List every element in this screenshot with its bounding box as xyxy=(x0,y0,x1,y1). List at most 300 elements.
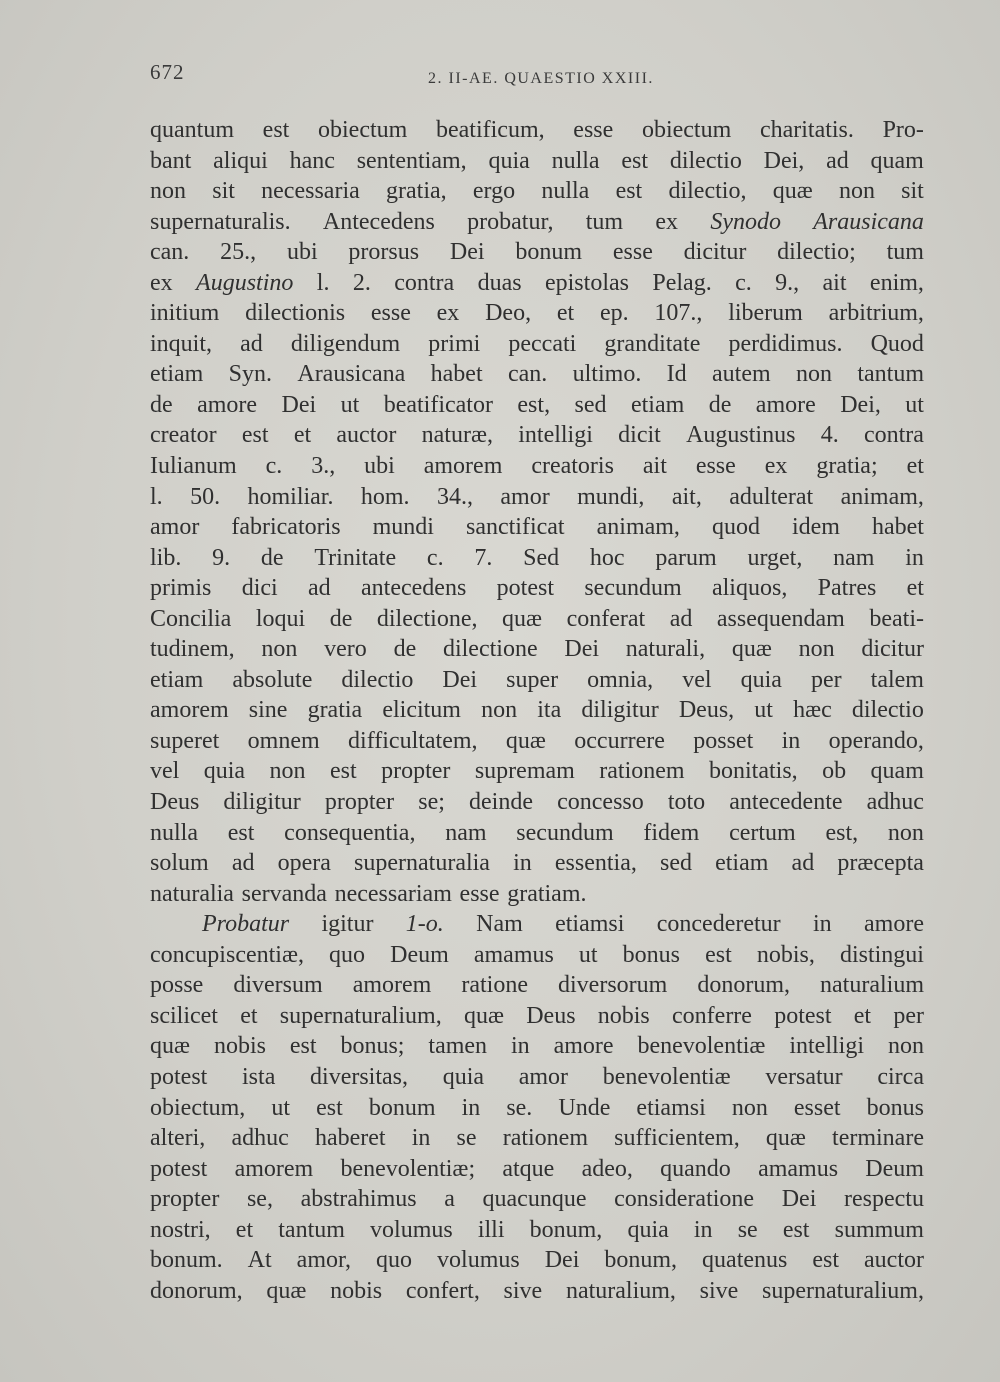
word: obiectum xyxy=(641,117,732,143)
word: vero xyxy=(324,636,367,663)
word: Arausicana xyxy=(297,361,406,388)
word: omnem xyxy=(247,727,320,754)
word: donorum, xyxy=(697,972,791,999)
word: tantum xyxy=(278,1216,345,1243)
word: esset xyxy=(793,1094,841,1121)
word: quia xyxy=(442,1063,485,1090)
word: adhuc xyxy=(231,1125,289,1152)
word: At xyxy=(247,1247,272,1274)
word: amore xyxy=(755,391,816,418)
word: amore xyxy=(553,1033,614,1060)
word: est xyxy=(621,147,649,174)
word: amamus xyxy=(473,941,554,968)
word: et xyxy=(240,1002,258,1029)
word: 3., xyxy=(311,453,336,480)
word: amore xyxy=(864,911,924,938)
word: 2. xyxy=(352,269,371,296)
word: nulla xyxy=(541,178,590,205)
word: 9., xyxy=(775,269,800,296)
word: gratia; xyxy=(816,453,878,480)
word: ut xyxy=(905,391,924,418)
word: et xyxy=(235,1216,254,1243)
word: Dei xyxy=(281,391,317,418)
word: peccati xyxy=(508,330,577,357)
word: ex xyxy=(764,453,788,480)
word: naturalium xyxy=(820,972,924,999)
word: de xyxy=(329,605,353,632)
word: hæc xyxy=(793,697,832,724)
text-line xyxy=(150,604,924,635)
word: diligitur xyxy=(581,697,659,724)
text-line xyxy=(150,146,924,177)
word: in xyxy=(905,544,924,571)
word: non xyxy=(150,178,186,205)
word: dilectione xyxy=(442,636,538,663)
word: Iulianum xyxy=(150,453,237,480)
word: 7. xyxy=(474,544,493,571)
word: nobis xyxy=(597,1002,650,1029)
word: ad xyxy=(669,605,693,632)
word: præcepta xyxy=(837,850,924,877)
word: quæ xyxy=(150,1033,191,1060)
word: hoc xyxy=(589,544,625,571)
word: alteri, xyxy=(150,1125,206,1152)
word: non xyxy=(838,178,875,205)
word: Trinitate xyxy=(314,544,397,571)
word: amore xyxy=(197,391,258,418)
word: est xyxy=(812,1247,840,1274)
word: ep. xyxy=(599,300,629,327)
word: amor xyxy=(518,1063,569,1090)
word: superet xyxy=(150,727,220,754)
word: ad xyxy=(308,575,331,602)
word: Concilia xyxy=(150,605,232,632)
word: et xyxy=(853,1002,872,1029)
running-head: 2. II-AE. QUAESTIO XXIII. xyxy=(428,70,654,87)
word: Deum xyxy=(865,1155,924,1182)
word: 50. xyxy=(190,483,221,510)
text-line xyxy=(150,695,924,726)
text-line xyxy=(150,909,924,940)
text-line xyxy=(150,1154,924,1185)
word: Deus xyxy=(526,1002,576,1029)
word: illi xyxy=(477,1216,505,1243)
text-line xyxy=(150,543,924,574)
word: gratia, xyxy=(386,178,447,205)
word: Unde xyxy=(558,1094,611,1121)
word: bonum, xyxy=(529,1216,603,1243)
word: sanctificat xyxy=(465,514,565,541)
word: quæ xyxy=(505,727,546,754)
text-line xyxy=(150,420,924,451)
word: est xyxy=(262,117,290,143)
word: Deum xyxy=(390,941,449,968)
text-line xyxy=(150,268,924,299)
word: nobis xyxy=(213,1033,266,1060)
word: fabricatoris xyxy=(231,514,341,541)
word: ex xyxy=(436,300,460,327)
word: diligitur xyxy=(223,789,301,816)
word: ut xyxy=(754,697,773,724)
text-line xyxy=(150,207,924,238)
word: Dei xyxy=(781,1186,817,1213)
word: bonum, xyxy=(604,1247,678,1274)
text-line xyxy=(150,176,924,207)
word: non xyxy=(481,697,518,724)
word: et xyxy=(556,300,575,327)
word: amorem xyxy=(423,453,503,480)
word: c. xyxy=(426,544,444,571)
word: amorem xyxy=(150,697,229,724)
word: quam xyxy=(870,758,924,785)
word: quia xyxy=(203,758,246,785)
word: supernaturalia xyxy=(354,850,490,877)
word: 34., xyxy=(436,483,473,510)
word: ultimo. xyxy=(572,361,642,388)
word: beatificator xyxy=(383,391,493,418)
text-line xyxy=(150,848,924,879)
word: circa xyxy=(877,1063,924,1090)
word: perdidimus. xyxy=(728,330,843,357)
word: bant xyxy=(150,147,192,174)
word: probatur, xyxy=(467,208,554,235)
word: consideratione xyxy=(614,1186,755,1213)
word: se xyxy=(737,1216,758,1243)
word: ait, xyxy=(671,483,702,510)
word: adulterat xyxy=(729,483,814,510)
word: ut xyxy=(271,1094,291,1121)
word: certum xyxy=(729,819,796,846)
word: in xyxy=(693,1216,713,1243)
word: fidem xyxy=(643,819,700,846)
word: abstrahimus xyxy=(300,1186,417,1213)
word: Deus, xyxy=(678,697,735,724)
word: beati- xyxy=(869,605,924,632)
word: arbitrium, xyxy=(828,300,924,327)
word: dilectio, xyxy=(668,178,747,205)
word: scilicet xyxy=(150,1002,218,1029)
word: bonum xyxy=(515,239,583,266)
word: et xyxy=(293,422,312,449)
word: Deo, xyxy=(485,300,532,327)
word: ex xyxy=(150,269,173,296)
word: est xyxy=(329,758,357,785)
word: elicitum xyxy=(382,697,461,724)
word: etiam xyxy=(630,391,685,418)
word: auctor xyxy=(336,422,397,449)
word: dicitur xyxy=(683,239,747,266)
word: per xyxy=(810,666,842,693)
word: bonum xyxy=(368,1094,436,1121)
word: l. xyxy=(150,483,163,510)
word: ob xyxy=(822,758,847,785)
word: ad xyxy=(826,147,849,174)
word: propter xyxy=(324,789,395,816)
word: est xyxy=(705,941,732,968)
word: benevolentiæ xyxy=(637,1033,766,1060)
text-line xyxy=(150,634,924,665)
word: Dei xyxy=(564,636,600,663)
word: 4. xyxy=(820,422,839,449)
text-line xyxy=(150,1093,924,1124)
word: ergo xyxy=(472,178,516,205)
word: sit xyxy=(212,178,235,205)
word: gratia xyxy=(307,697,363,724)
word: Dei, xyxy=(763,147,805,174)
word: supernaturalis. xyxy=(150,208,291,235)
word: servanda xyxy=(241,880,327,907)
word: tum xyxy=(886,239,924,266)
word: Quod xyxy=(870,330,924,357)
word: aliqui xyxy=(213,147,268,174)
word: in xyxy=(461,1094,481,1121)
word: benevolentiæ; xyxy=(340,1155,476,1182)
text-line xyxy=(150,451,924,482)
word: est xyxy=(227,819,255,846)
word: naturæ, xyxy=(421,422,493,449)
word: sed xyxy=(574,391,607,418)
word: auctor xyxy=(864,1247,924,1274)
word: benevolentiæ xyxy=(602,1063,731,1090)
word: sed xyxy=(659,850,692,877)
word: homiliar. xyxy=(247,483,334,510)
word: in xyxy=(411,1125,431,1152)
word: talem xyxy=(870,666,924,693)
word: bonum. xyxy=(150,1247,223,1274)
word: in xyxy=(510,1033,530,1060)
word: bonus; xyxy=(340,1033,405,1060)
word: ad xyxy=(240,330,263,357)
word: quo xyxy=(329,941,366,968)
word: quacunque xyxy=(482,1186,587,1213)
word: tantum xyxy=(857,361,924,388)
word: tudinem, xyxy=(150,636,235,663)
word: nobis, xyxy=(756,941,815,968)
word: bonus xyxy=(866,1094,924,1121)
text-line xyxy=(150,818,924,849)
word: potest xyxy=(150,1063,208,1090)
word: Dei, xyxy=(840,391,881,418)
word: non xyxy=(795,361,832,388)
word: sive xyxy=(699,1277,739,1304)
word: Augustino xyxy=(196,269,294,296)
word: etiamsi xyxy=(636,1094,706,1121)
word: secundum xyxy=(516,819,614,846)
word: quando xyxy=(660,1155,731,1182)
word: per xyxy=(893,1002,924,1029)
text-line xyxy=(150,573,924,604)
word: Patres xyxy=(817,575,877,602)
word: creatoris xyxy=(531,453,614,480)
word: summum xyxy=(834,1216,924,1243)
word: non xyxy=(261,636,298,663)
word: contra xyxy=(863,422,924,449)
word: nulla xyxy=(551,147,600,174)
word: 107., xyxy=(654,300,703,327)
word: volumus xyxy=(370,1216,453,1243)
word: etiam xyxy=(715,850,769,877)
text-line xyxy=(150,237,924,268)
word: quæ xyxy=(502,605,543,632)
text-line xyxy=(150,1245,924,1276)
word: concederetur xyxy=(656,911,781,938)
word: est xyxy=(241,422,269,449)
word: ista xyxy=(242,1063,276,1090)
word: naturali, xyxy=(625,636,706,663)
word: propter xyxy=(150,1186,220,1213)
word: concupiscentiæ, xyxy=(150,941,304,968)
word: charitatis. xyxy=(759,117,854,143)
word: initium xyxy=(150,300,220,327)
word: amor xyxy=(500,483,550,510)
word: quantum xyxy=(150,117,234,143)
word: confert, xyxy=(405,1277,480,1304)
word: super xyxy=(506,666,559,693)
word: hanc xyxy=(289,147,335,174)
word: can. xyxy=(507,361,548,388)
word: quæ xyxy=(772,178,813,205)
word: naturalia xyxy=(150,880,234,907)
word: in xyxy=(781,727,801,754)
word: conferat xyxy=(566,605,646,632)
word: posse xyxy=(150,972,204,999)
word: urget, xyxy=(747,544,803,571)
word: se, xyxy=(246,1186,273,1213)
word: quæ xyxy=(463,1002,504,1029)
word: amor xyxy=(150,514,200,541)
word: est xyxy=(782,1216,810,1243)
text-line xyxy=(150,1001,924,1032)
word: naturalium, xyxy=(565,1277,676,1304)
word: ait xyxy=(822,269,847,296)
word: bonitatis, xyxy=(709,758,798,785)
text-line xyxy=(150,1184,924,1215)
word: quia xyxy=(488,147,530,174)
word: non xyxy=(731,1094,768,1121)
word: dicitur xyxy=(861,636,924,663)
word: aliquos, xyxy=(711,575,788,602)
word: potest xyxy=(496,575,554,602)
word: ita xyxy=(537,697,562,724)
word: lib. xyxy=(150,544,182,571)
word: Antecedens xyxy=(322,208,435,235)
word: esse xyxy=(370,300,411,327)
word: ad xyxy=(231,850,255,877)
word: Dei xyxy=(544,1247,580,1274)
word: est xyxy=(615,178,643,205)
word: ubi xyxy=(286,239,318,266)
word: posset xyxy=(693,727,754,754)
word: etiam xyxy=(150,666,204,693)
text-line xyxy=(150,1215,924,1246)
word: sive xyxy=(503,1277,543,1304)
word: Dei xyxy=(442,666,478,693)
word: c. xyxy=(735,269,752,296)
word: terminare xyxy=(832,1125,924,1152)
word: mundi xyxy=(372,514,434,541)
word: quod xyxy=(711,514,760,541)
word: haberet xyxy=(314,1125,386,1152)
word: nostri, xyxy=(150,1216,211,1243)
word: solum xyxy=(150,850,209,877)
word: inquit, xyxy=(150,330,213,357)
word: autem xyxy=(712,361,771,388)
word: creator xyxy=(150,422,217,449)
word: epistolas xyxy=(544,269,629,296)
text-line xyxy=(150,940,924,971)
word: esse xyxy=(573,117,614,143)
word: habet xyxy=(430,361,483,388)
word: supremam xyxy=(474,758,575,785)
word: volumus xyxy=(437,1247,520,1274)
word: consequentia, xyxy=(284,819,416,846)
word: ratione xyxy=(461,972,528,999)
word: nam xyxy=(833,544,875,571)
word: tamen xyxy=(428,1033,488,1060)
word: vel xyxy=(150,758,180,785)
word: diversorum xyxy=(558,972,668,999)
word: igitur xyxy=(321,911,374,938)
word: primis xyxy=(150,575,212,602)
word: esse xyxy=(459,880,500,907)
word: sufficientem, xyxy=(614,1125,740,1152)
word: necessariam xyxy=(334,880,452,907)
word: enim, xyxy=(869,269,924,296)
word: l. xyxy=(316,269,330,296)
word: concesso xyxy=(557,789,644,816)
word: omnia, xyxy=(587,666,654,693)
word: versatur xyxy=(765,1063,843,1090)
word: amorem xyxy=(234,1155,314,1182)
word: Nam xyxy=(476,911,523,938)
word: rationem xyxy=(502,1125,589,1152)
word: nobis xyxy=(330,1277,383,1304)
word: idem xyxy=(791,514,840,541)
word: 9. xyxy=(212,544,231,571)
word: in xyxy=(813,911,832,938)
word: tum xyxy=(585,208,624,235)
page-number: 672 xyxy=(150,60,185,84)
word: ut xyxy=(578,941,598,968)
word: beatificum, xyxy=(436,117,545,143)
word: mundi, xyxy=(577,483,645,510)
word: toto xyxy=(667,789,706,816)
word: prorsus xyxy=(348,239,420,266)
word: propter xyxy=(381,758,451,785)
word: amamus xyxy=(758,1155,839,1182)
word: nam xyxy=(445,819,487,846)
word: can. xyxy=(150,239,190,266)
text-line xyxy=(150,1123,924,1154)
word: liberum xyxy=(728,300,803,327)
word: quam xyxy=(870,147,924,174)
word: diligendum xyxy=(290,330,401,357)
word: dicit xyxy=(618,422,661,449)
word: sine xyxy=(248,697,288,724)
word: Deus xyxy=(150,789,200,816)
word: potest xyxy=(774,1002,832,1029)
word: potest xyxy=(150,1155,208,1182)
text-line xyxy=(150,482,924,513)
word: duas xyxy=(477,269,522,296)
word: se. xyxy=(506,1094,533,1121)
word: antecedens xyxy=(361,575,467,602)
word: difficultatem, xyxy=(348,727,478,754)
word: c. xyxy=(265,453,283,480)
word: adhuc xyxy=(866,789,924,816)
word: intelligi xyxy=(789,1033,865,1060)
word: operando, xyxy=(828,727,924,754)
